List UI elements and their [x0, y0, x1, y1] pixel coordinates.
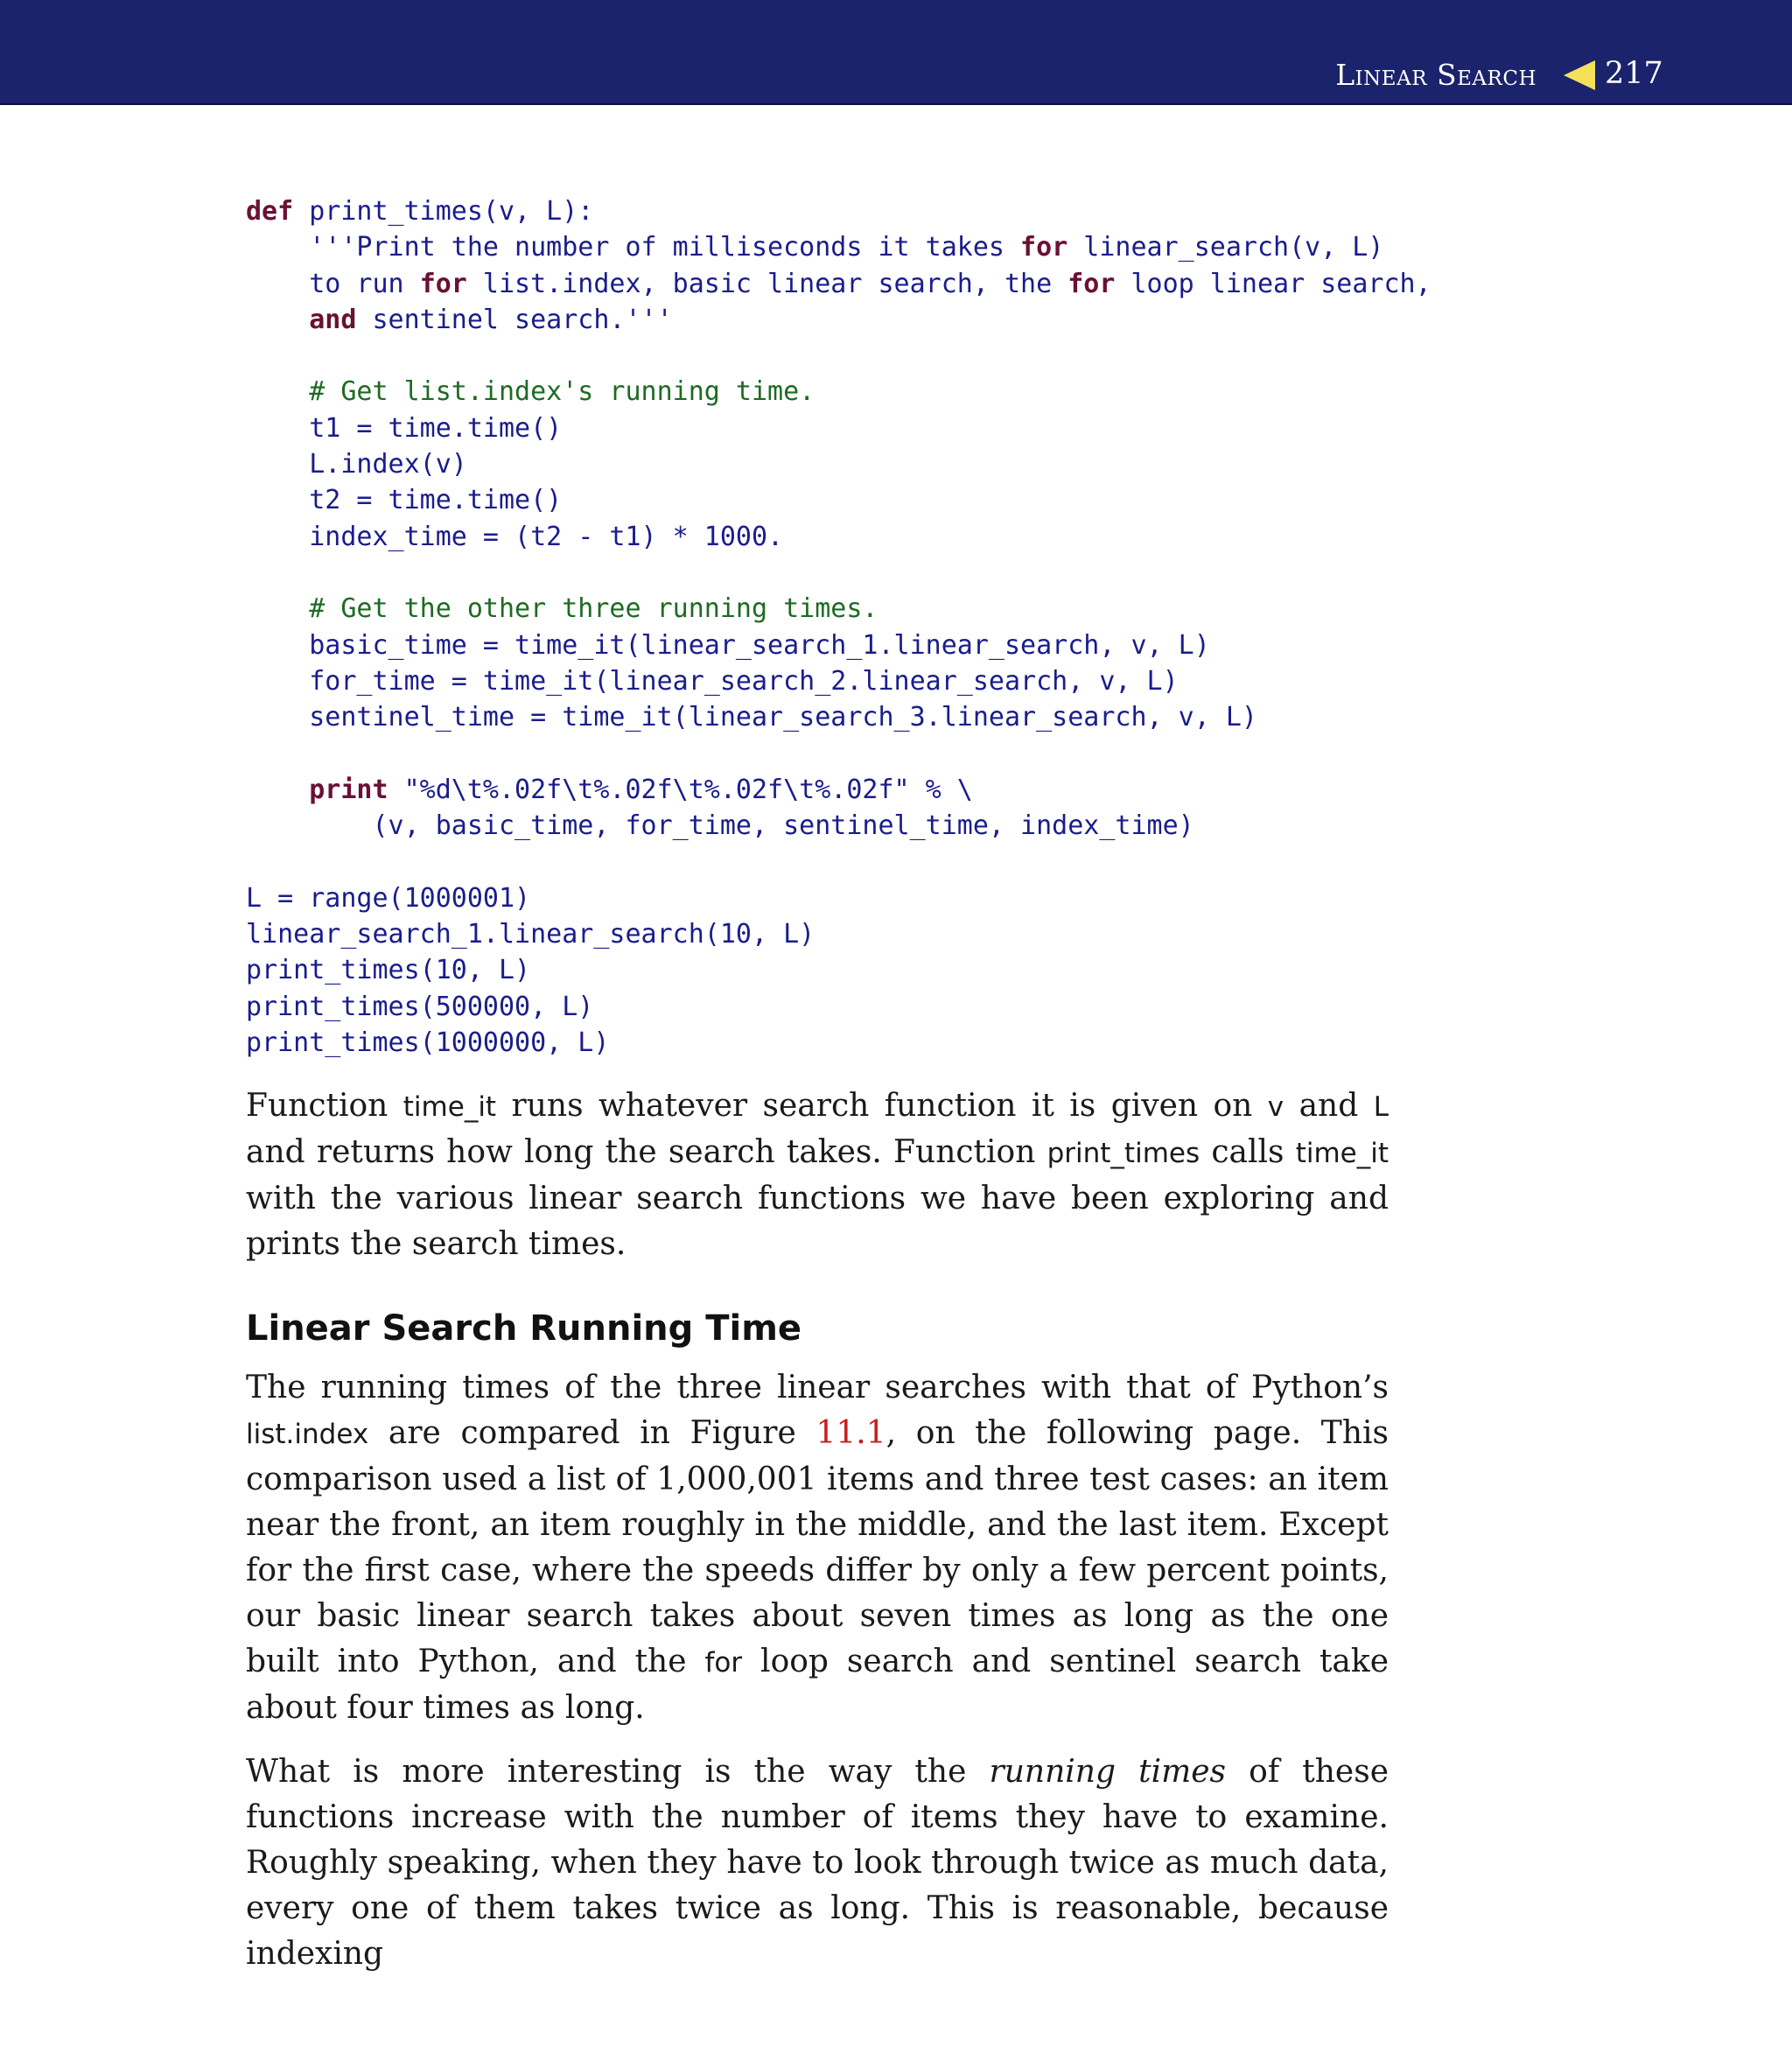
code-blank-line: [246, 735, 1432, 771]
code-text: "%d\t%.02f\t%.02f\t%.02f\t%.02f" % \: [388, 774, 973, 805]
body-text: Function: [246, 1088, 403, 1124]
code-line: [246, 772, 1432, 808]
header-bar: [0, 0, 1792, 105]
code-text: '''Print the number of milliseconds it takes: [246, 232, 1021, 263]
code-line: L.index(v): [246, 449, 467, 480]
code-keyword: print: [309, 774, 388, 805]
code-line: print_times(1000000, L): [246, 1027, 610, 1058]
code-comment: # Get list.index's running time.: [246, 376, 816, 408]
code-line: L = range(1000001): [246, 882, 531, 914]
code-blank-line: [246, 844, 1432, 880]
paragraph-time-it: [246, 1083, 1389, 1267]
inline-code: for: [704, 1647, 743, 1679]
code-line: (v, basic_time, for_time, sentinel_time, index_time): [246, 810, 1194, 842]
body-text: calls: [1200, 1134, 1296, 1170]
paragraph-growth: [246, 1749, 1389, 1977]
paragraph-running-times: [246, 1365, 1389, 1731]
code-line: [246, 302, 1432, 338]
code-line: for_time = time_it(linear_search_2.linear_search, v, L): [246, 665, 1179, 697]
code-line: [246, 229, 1432, 265]
body-text: and: [1284, 1088, 1374, 1124]
body-text: , on the following page. This comparison used a list of 1,000,001 items and three test cases: an item near the front, an item roughly in the middle, and the last item. Except for the first case, where the speeds differ by only a few percent points, our basic linear search takes about seven times as long as the one built into Python, and the: [246, 1415, 1389, 1679]
body-text: with the various linear search functions we have been exploring and prints the search times.: [246, 1181, 1389, 1262]
code-text: print_times(v, L):: [293, 196, 594, 227]
code-keyword: for: [1068, 268, 1116, 299]
running-header-title: Linear Search: [1335, 58, 1536, 92]
code-listing: [246, 193, 1432, 1061]
body-text: are compared in Figure: [368, 1415, 816, 1451]
body-text: and returns how long the search takes. Function: [246, 1134, 1047, 1170]
body-text: of these functions increase with the number of items they have to examine. Roughly speaking, when they have to look through twice as much data, every one of them takes twice as long. This is reasonable, because indexing: [246, 1754, 1390, 1972]
code-blank-line: [246, 555, 1432, 591]
code-line: t1 = time.time(): [246, 412, 563, 444]
inline-code: time_it: [402, 1091, 497, 1123]
emphasis-text: running times: [989, 1754, 1227, 1790]
code-line: [246, 193, 1432, 229]
inline-code: list.index: [246, 1419, 369, 1450]
code-line: sentinel_time = time_it(linear_search_3.linear_search, v, L): [246, 702, 1257, 733]
section-heading: Linear Search Running Time: [246, 1308, 802, 1349]
code-line: [246, 266, 1432, 302]
code-keyword: for: [1020, 232, 1068, 263]
code-keyword: and: [309, 304, 357, 335]
inline-code: time_it: [1295, 1138, 1389, 1169]
code-line: linear_search_1.linear_search(10, L): [246, 918, 816, 950]
body-text: The running times of the three linear searches with that of Python’s: [246, 1370, 1389, 1406]
inline-code: print_times: [1046, 1138, 1200, 1169]
code-line: index_time = (t2 - t1) * 1000.: [246, 521, 784, 552]
inline-code: v: [1267, 1091, 1284, 1123]
code-keyword: def: [246, 196, 294, 227]
left-triangle-icon: [1564, 60, 1595, 90]
body-text: loop search and sentinel search take about four times as long.: [246, 1644, 1389, 1726]
code-text: [246, 305, 309, 335]
code-line: t2 = time.time(): [246, 485, 563, 516]
code-text: to run: [246, 268, 420, 299]
code-line: basic_time = time_it(linear_search_1.linear_search, v, L): [246, 629, 1210, 661]
inline-code: L: [1373, 1091, 1389, 1123]
code-text: [246, 775, 309, 805]
figure-reference-link[interactable]: 11.1: [816, 1415, 886, 1451]
code-line: print_times(10, L): [246, 955, 531, 986]
code-text: loop linear search,: [1115, 268, 1432, 299]
code-keyword: for: [419, 268, 467, 299]
code-comment: # Get the other three running times.: [246, 593, 878, 625]
code-blank-line: [246, 338, 1432, 374]
code-text: sentinel search.''': [356, 304, 673, 335]
body-text: runs whatever search function it is given on: [496, 1088, 1268, 1124]
code-text: linear_search(v, L): [1068, 232, 1384, 263]
code-line: print_times(500000, L): [246, 991, 594, 1022]
body-text: What is more interesting is the way the: [246, 1754, 990, 1790]
page-number: 217: [1605, 56, 1663, 91]
code-text: list.index, basic linear search, the: [466, 268, 1068, 299]
